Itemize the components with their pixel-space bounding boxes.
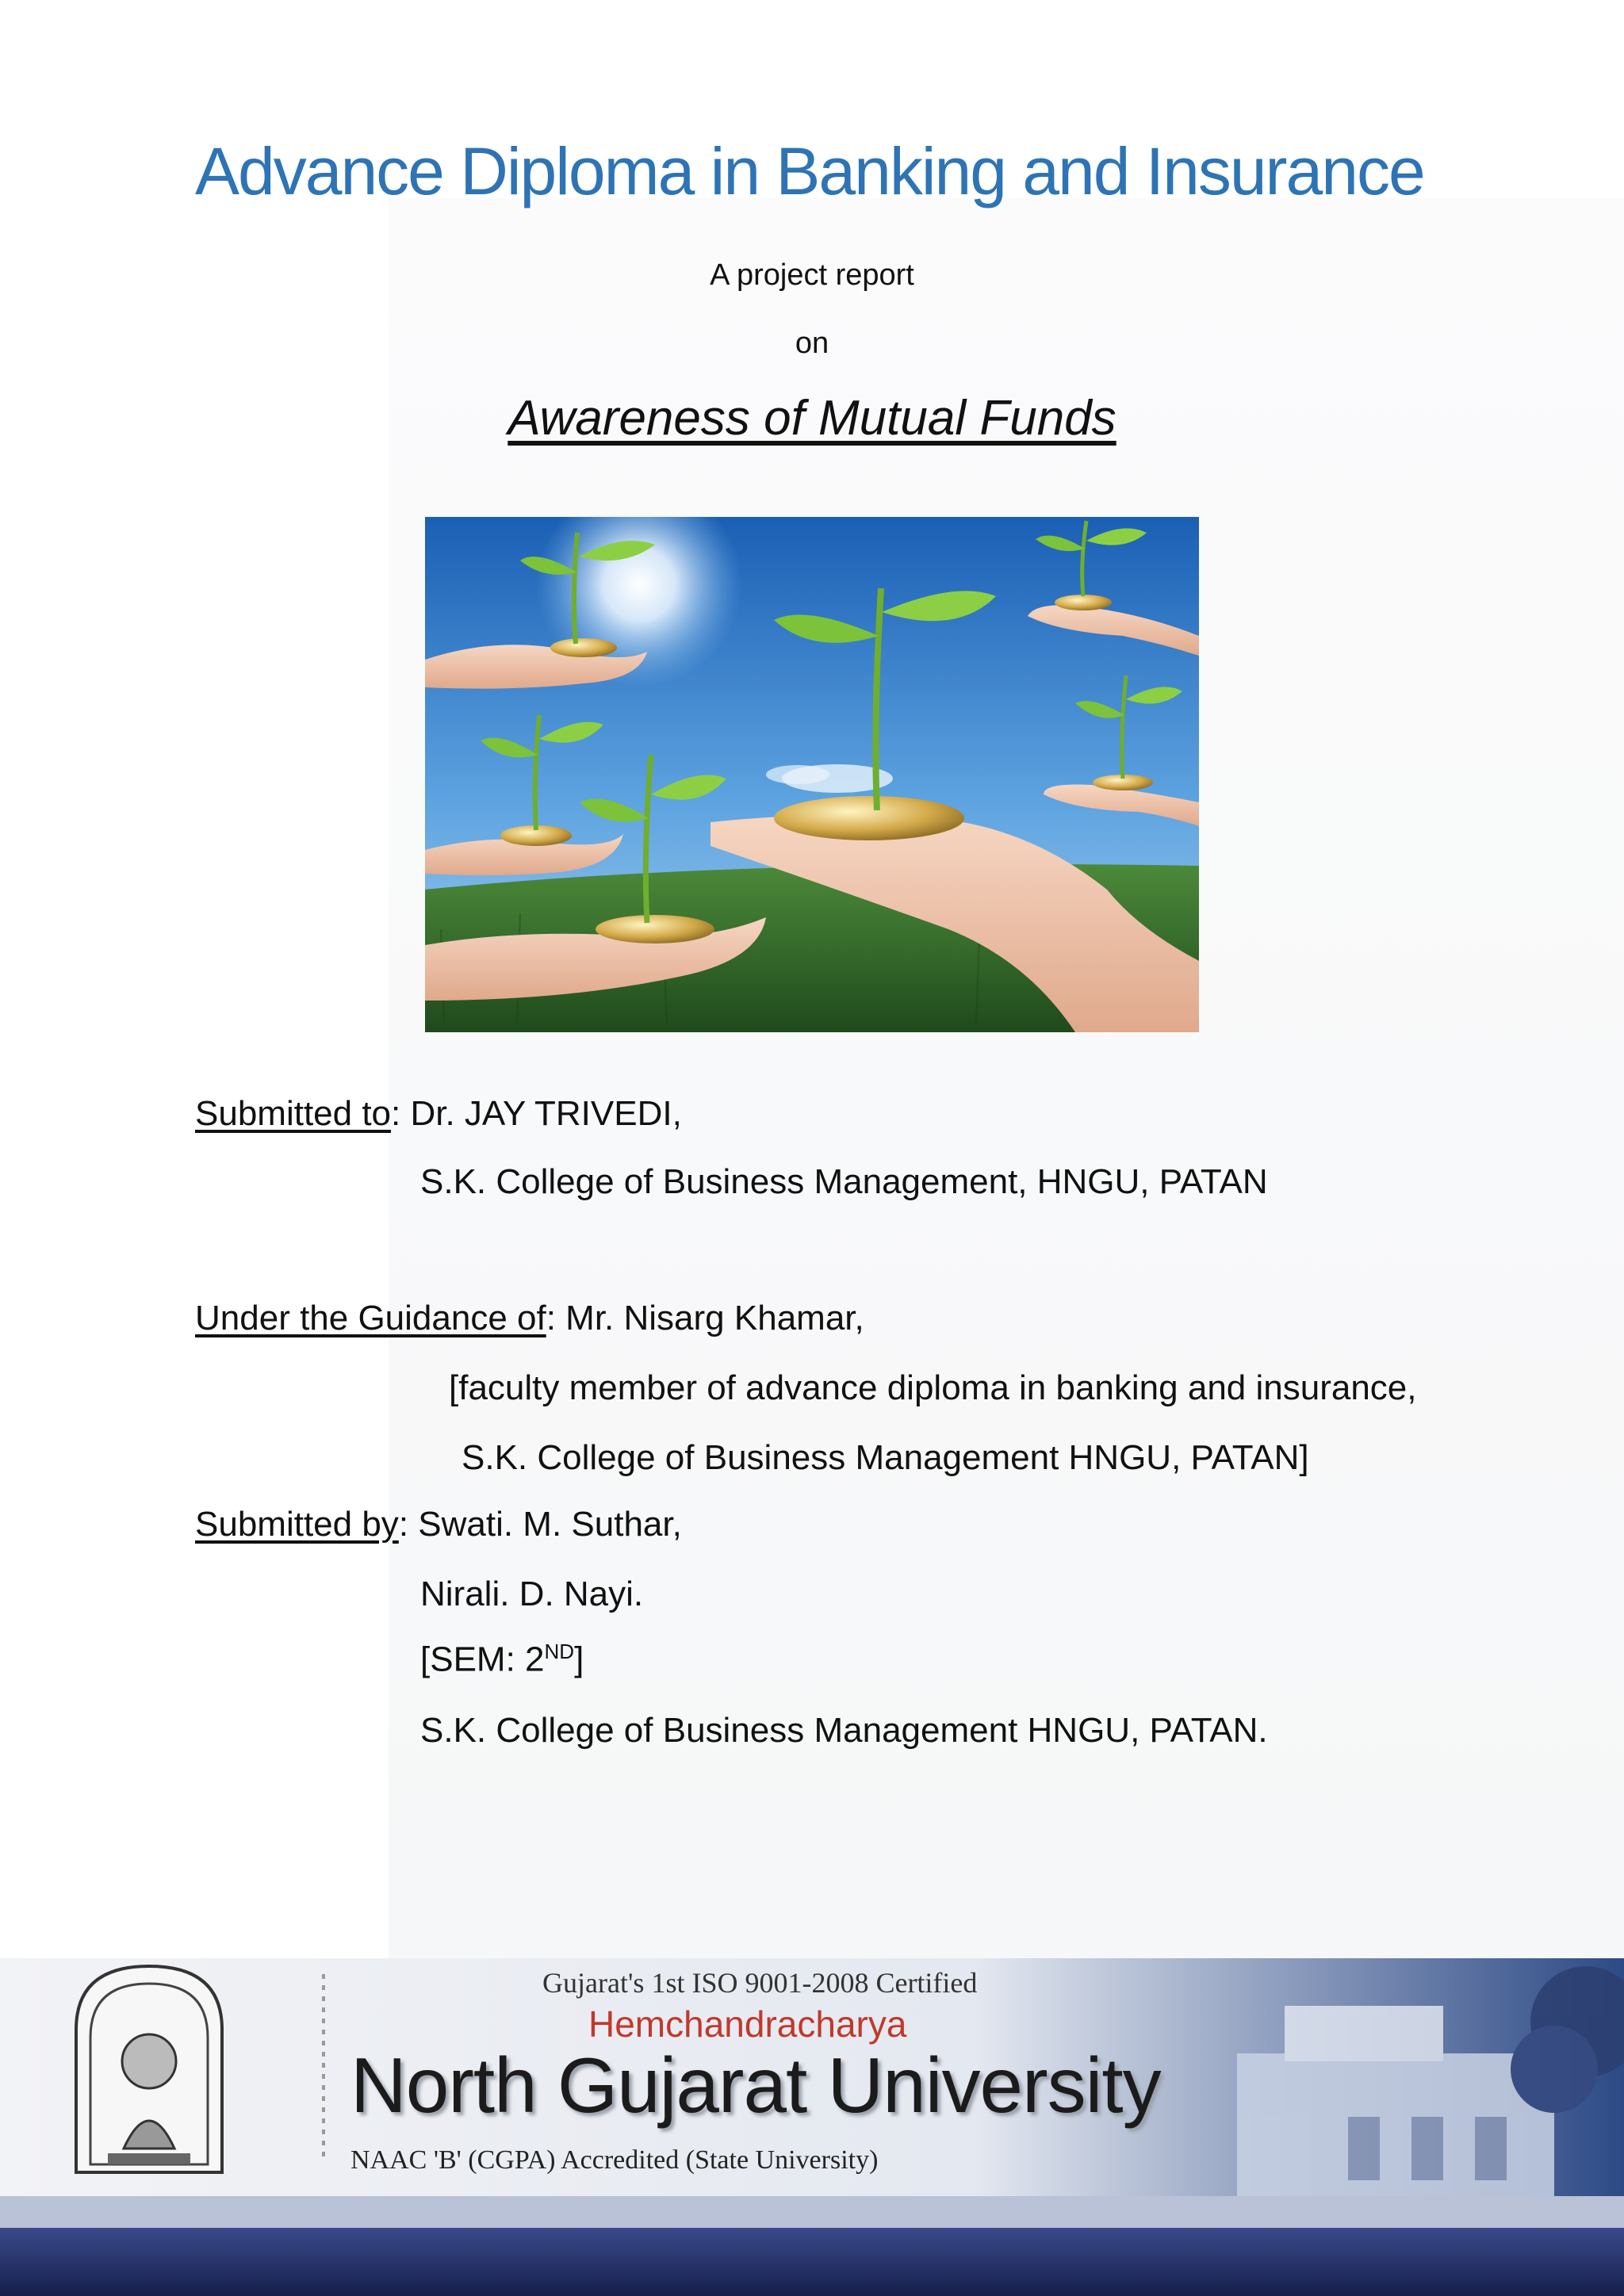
accreditation-text: NAAC 'B' (CGPA) Accredited (State University) (350, 2145, 879, 2175)
semester-suffix: ] (574, 1640, 584, 1679)
student-2: Nirali. D. Nayi. (420, 1575, 644, 1613)
guidance-line (195, 1299, 864, 1338)
semester-prefix: [SEM: 2 (420, 1640, 545, 1679)
submitted-by-label: Submitted by (195, 1505, 399, 1544)
submitted-to-line (195, 1094, 682, 1134)
submitted-by-line (195, 1505, 682, 1544)
semester-superscript: ND (544, 1640, 575, 1663)
report-on: on (795, 327, 829, 360)
guidance-institution: S.K. College of Business Management HNGU, PATAN] (462, 1438, 1309, 1477)
university-banner (0, 1958, 1624, 2296)
student-1: : Swati. M. Suthar, (398, 1505, 682, 1544)
report-subtitle: A project report (710, 258, 914, 292)
certification-text: Gujarat's 1st ISO 9001-2008 Certified (542, 1967, 978, 1999)
plants-in-hands-image (425, 517, 1199, 1032)
cover-photo (425, 517, 1199, 1032)
university-emblem-icon (76, 1966, 222, 2172)
submitted-to-name: : Dr. JAY TRIVEDI, (391, 1094, 682, 1133)
report-title: Awareness of Mutual Funds (508, 391, 1116, 446)
program-title: Advance Diploma in Banking and Insurance (195, 134, 1424, 209)
submitted-to-institution: S.K. College of Business Management, HNGU, PATAN (420, 1162, 1268, 1201)
page-background (389, 198, 1624, 1958)
submitted-by-institution: S.K. College of Business Management HNGU, PATAN. (420, 1711, 1268, 1750)
guidance-label: Under the Guidance of (195, 1299, 546, 1337)
submitted-to-label: Submitted to (195, 1094, 392, 1133)
semester (420, 1640, 584, 1680)
guidance-role: [faculty member of advance diploma in banking and insurance, (449, 1368, 1417, 1407)
university-name-line2: North Gujarat University (350, 2042, 1161, 2129)
university-name-line1: Hemchandracharya (588, 2003, 907, 2045)
guidance-name: : Mr. Nisarg Khamar, (546, 1299, 864, 1337)
